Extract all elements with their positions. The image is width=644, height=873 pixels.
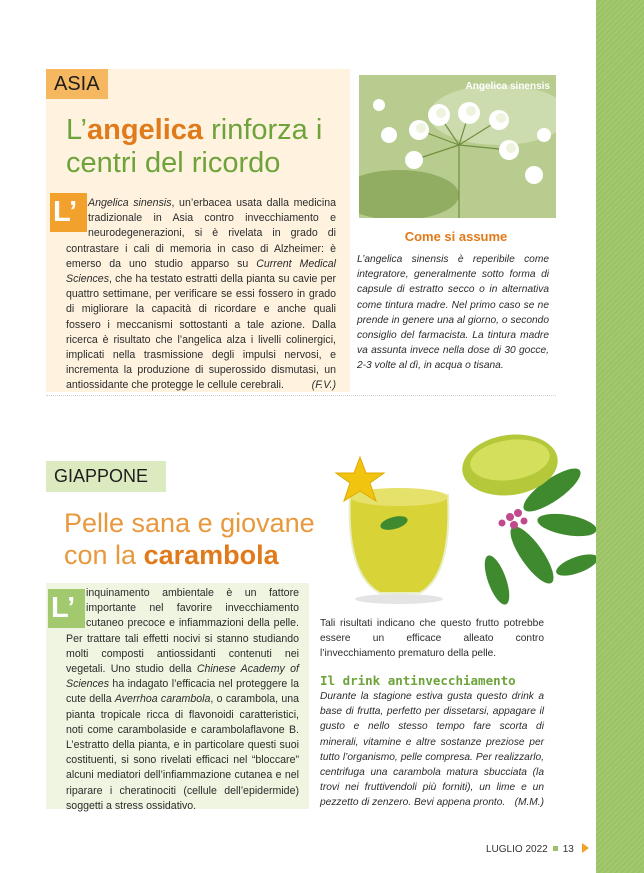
angelica-photo <box>359 75 556 218</box>
page-footer <box>486 843 589 855</box>
sidebar-title-come-si-assume: Come si assume <box>404 229 508 244</box>
carambola-illustration <box>302 405 596 605</box>
carambola-drink-photo <box>302 405 596 605</box>
sidebar-text: L’angelica sinensis è reperibile come integratore, generalmente sotto forma di capsule di estratto secco o in alternativa come tintura madre. Nel primo caso se ne prende in genere una al giorno, o secondo consiglio del farmacista. La tintura madre va assunta invece nella dose di 30 gocce, 2-3 volte al dì, in acqua o tisana. <box>357 254 549 372</box>
photo-caption: Angelica sinensis <box>465 81 550 92</box>
article-body-carambola-continued: Tali risultati indicano che questo frutto potrebbe essere un efficace alleato contro l’invecchiamento prematuro della pelle. <box>320 618 544 660</box>
drop-cap: L’ <box>48 589 85 628</box>
issue-date: LUGLIO 2022 <box>486 844 548 855</box>
article-body-angelica: Angelica sinensis, un’erbacea usata dalla medicina tradizionale in Asia contro invecchiamento e neurodegenerazioni, si è rivelata in grado di contrastare i cali di memoria in caso di Alzheimer: è emerso da uno studio apparso su Current Medical Sciences, che ha testato estratti della pianta su cavie per quattro settimane, per verificare se essi fossero in grado di migliorare la capacità di ricordare e anche quali fossero i meccanismi sottostanti a tale azione. Dalla ricerca è risultato che l’angelica alza i livelli colinergici, implicati nella trasmissione degli impulsi nervosi, e incrementa la produzione di superossido dismutasi, un antiossidante che protegge le cellule cerebrali. (F.V.) <box>66 196 336 394</box>
drop-cap: L’ <box>50 193 87 232</box>
section-divider <box>46 395 556 396</box>
article-title-carambola: Pelle sana e giovane con la carambola <box>64 508 315 570</box>
sidebar-title-drink: Il drink antinvecchiamento <box>320 673 516 688</box>
angelica-flowers-illustration <box>359 75 556 218</box>
separator-dot <box>553 846 558 851</box>
drink-recipe-text: Durante la stagione estiva gusta questo drink a base di frutta, perfetto per dissetarsi, appagare il gusto e nello stesso tempo fare scorta di minerali, vitamine e altre sostanze preziose per tutto l’organismo, pelle compresa. Per realizzarlo, centrifuga una carambola matura sbucciata (la trovi nei fruttivendoli più forniti), un lime e un pezzetto di zenzero. Bevi appena pronto. (M.M.) <box>320 689 544 811</box>
page-number: 13 <box>562 844 574 855</box>
next-page-arrow-icon <box>582 843 589 853</box>
decorative-green-strip <box>596 0 644 873</box>
section-tag-asia: ASIA <box>46 69 108 99</box>
section-tag-giappone: GIAPPONE <box>46 461 166 492</box>
author-signature: (M.M.) <box>514 797 544 809</box>
article-body-carambola: inquinamento ambientale è un fattore importante nel favorire invecchiamento cutaneo precoce e infiammazioni della pelle. Per trattare tali effetti nocivi si stanno studiando molti composti antiossidanti contenuti nei vegetali. Uno studio della Chinese Academy of Sciences ha indagato l’efficacia nel proteggere la cute della Averrhoa carambola, o carambola, una pianta tropicale ricca di flavonoidi caratteristici, noti come carambolaside e carambolaflavone B. L’estratto della pianta, e in particolare questi suoi costituenti, si sono rivelati efficaci nel “bloccare” alcuni mediatori dell’infiammazione cutanea e nel riparare i cheratinociti (cellule dell’epidermide) soggetti a stress ossidativo. <box>66 587 300 812</box>
article-title-angelica: L’angelica rinforza i centri del ricordo <box>66 114 323 179</box>
author-signature: (F.V.) <box>311 379 336 392</box>
